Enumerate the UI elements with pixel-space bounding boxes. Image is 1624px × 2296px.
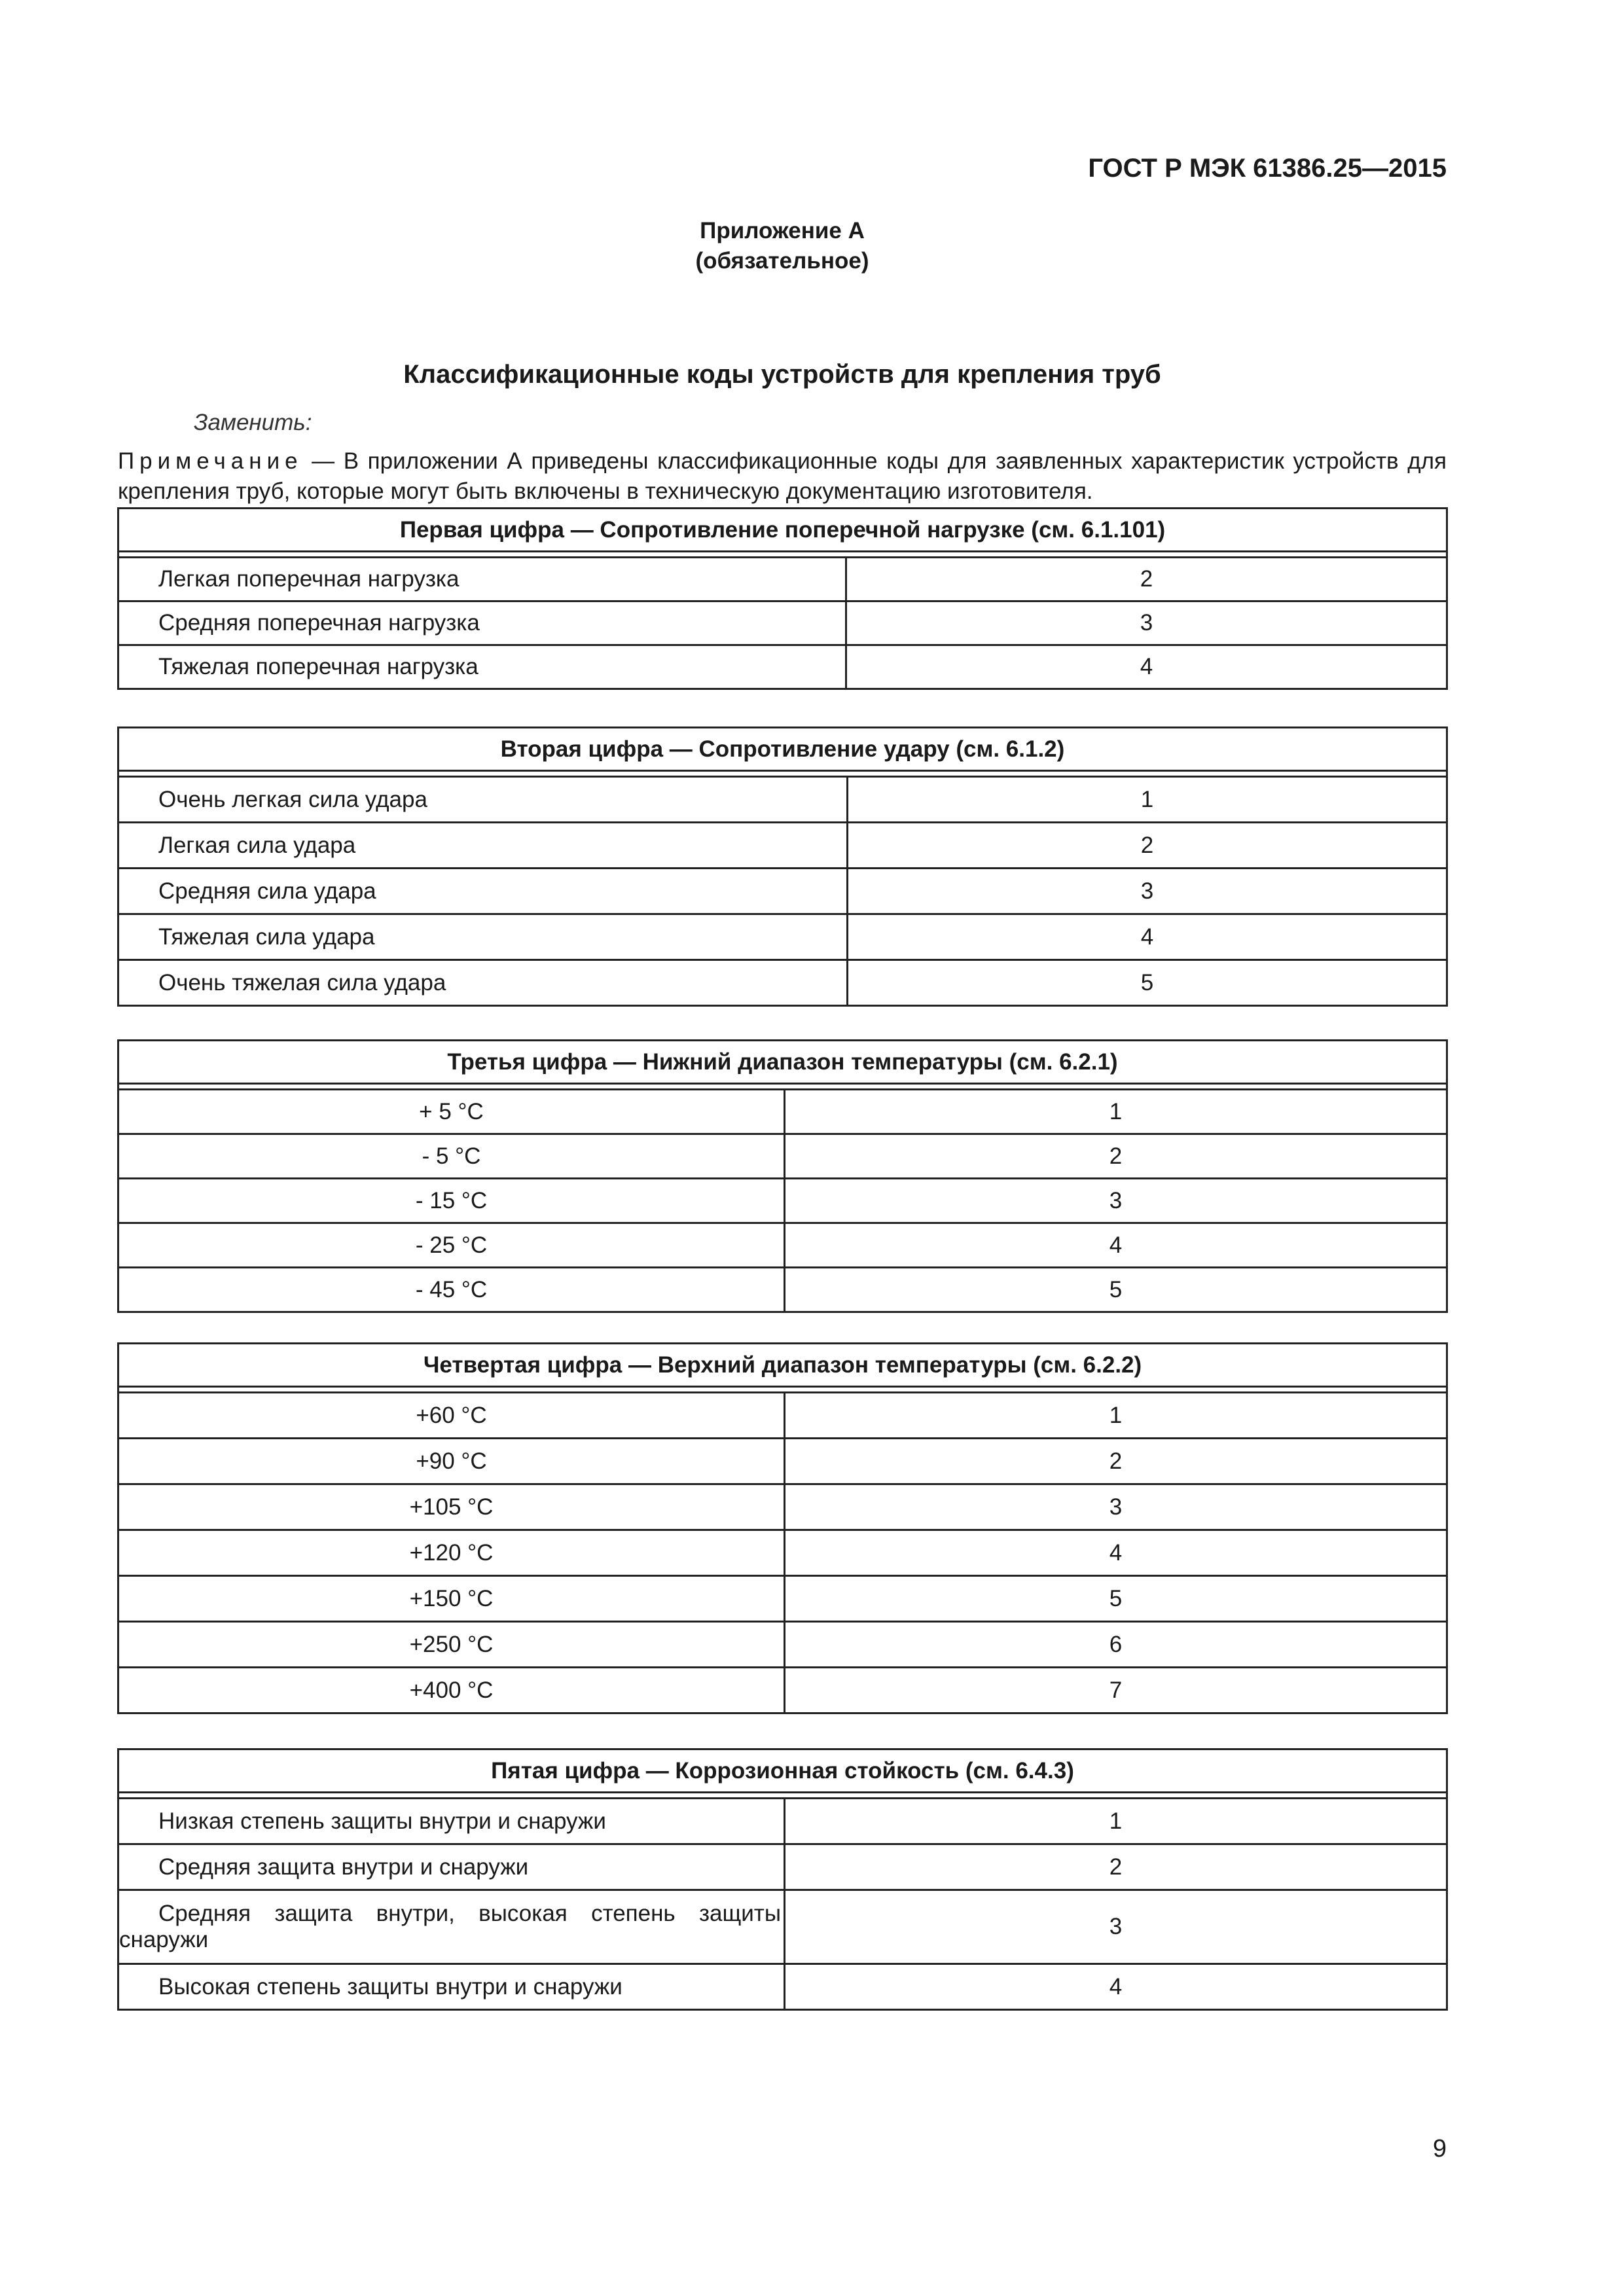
table-row-label: +60 °C [118,1393,785,1439]
table-row-label: +105 °C [118,1484,785,1530]
table-row-label: Очень легкая сила удара [118,777,848,823]
table-row-label: Очень тяжелая сила удара [118,960,848,1006]
table-row-label: - 25 °C [118,1223,785,1268]
table-row-code: 4 [846,645,1447,689]
page-number: 9 [1432,2135,1447,2162]
table-row-code: 4 [785,1530,1447,1576]
table-row-label: Средняя поперечная нагрузка [118,601,846,645]
table-row-code: 3 [785,1890,1447,1964]
classification-table-3 [117,1039,1448,1313]
table-header: Третья цифра — Нижний диапазон температуры (см. 6.2.1) [118,1041,1447,1084]
appendix-heading [550,216,1015,276]
table-header: Четвертая цифра — Верхний диапазон температуры (см. 6.2.2) [118,1344,1447,1387]
table-row-code: 3 [848,869,1447,914]
table-row-code: 2 [785,1844,1447,1890]
table-row-label: + 5 °C [118,1090,785,1134]
table-row-code: 5 [785,1268,1447,1312]
table-row-label: +120 °C [118,1530,785,1576]
table-row-code: 3 [785,1484,1447,1530]
table-row-label: Средняя защита внутри и снаружи [118,1844,785,1890]
table-row-code: 1 [785,1799,1447,1844]
classification-table-2 [117,726,1448,1007]
table-row-code: 3 [785,1179,1447,1223]
table-row-code: 6 [785,1622,1447,1668]
table-row-label: Высокая степень защиты внутри и снаружи [118,1964,785,2010]
table-row-label: - 45 °C [118,1268,785,1312]
table-row-label: - 5 °C [118,1134,785,1179]
classification-table-5 [117,1748,1448,2011]
table-row-code: 7 [785,1668,1447,1713]
table-row-label: Низкая степень защиты внутри и снаружи [118,1799,785,1844]
table-header: Пятая цифра — Коррозионная стойкость (см. 6.4.3) [118,1749,1447,1793]
document-title: Классификационные коды устройств для крепления труб [403,360,1161,389]
table-row-label: - 15 °C [118,1179,785,1223]
appendix-title: Приложение А [700,218,865,243]
table-row-code: 4 [785,1964,1447,2010]
table-row-code: 1 [785,1090,1447,1134]
table-row-code: 1 [848,777,1447,823]
table-header: Вторая цифра — Сопротивление удару (см. 6.1.2) [118,728,1447,771]
table-row-label: Тяжелая сила удара [118,914,848,960]
table-row-label: +90 °C [118,1439,785,1484]
table-row-label: Легкая поперечная нагрузка [118,558,846,601]
table-row-code: 2 [785,1439,1447,1484]
table-row-label: Легкая сила удара [118,823,848,869]
table-row-code: 2 [848,823,1447,869]
table-row-label: +150 °C [118,1576,785,1622]
table-header: Первая цифра — Сопротивление поперечной нагрузке (см. 6.1.101) [118,509,1447,552]
table-row-code: 4 [848,914,1447,960]
table-row-label: Средняя защита внутри, высокая степень защиты снаружи [118,1890,785,1964]
table-row-code: 2 [785,1134,1447,1179]
classification-table-1 [117,507,1448,690]
table-row-code: 2 [846,558,1447,601]
classification-table-4 [117,1342,1448,1714]
standard-number: ГОСТ Р МЭК 61386.25—2015 [1088,154,1447,183]
replace-label: Заменить: [194,410,312,435]
table-row-code: 3 [846,601,1447,645]
table-row-code: 1 [785,1393,1447,1439]
note-label: Примечание [118,448,303,474]
table-row-code: 5 [848,960,1447,1006]
table-row-label: +400 °C [118,1668,785,1713]
table-row-label: +250 °C [118,1622,785,1668]
table-row-label: Тяжелая поперечная нагрузка [118,645,846,689]
table-row-code: 4 [785,1223,1447,1268]
appendix-status: (обязательное) [695,248,869,274]
table-row-code: 5 [785,1576,1447,1622]
table-row-label: Средняя сила удара [118,869,848,914]
note [118,446,1447,507]
note-text: — В приложении А приведены классификационные коды для заявленных характеристик устройств для крепления труб, которые могут быть включены в техническую документацию изготовителя. [118,448,1447,504]
